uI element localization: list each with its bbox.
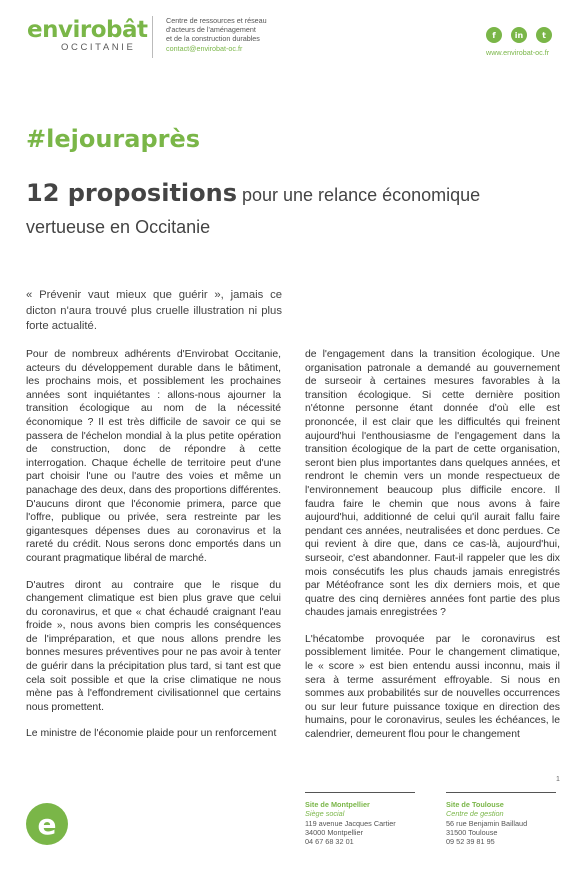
title-rest: pour une relance économique vertueuse en Occitanie: [26, 185, 481, 237]
site-rule: [446, 792, 556, 793]
page-header: [0, 0, 587, 70]
facebook-icon[interactable]: f: [486, 27, 502, 43]
website-link[interactable]: www.envirobat-oc.fr: [486, 48, 550, 57]
envirobat-logo[interactable]: [27, 17, 148, 53]
site-name: Site de Montpellier: [305, 800, 370, 809]
tagline-line: et de la construction durables: [166, 34, 260, 44]
page-title: [26, 178, 546, 244]
header-divider: [152, 16, 153, 58]
site-phone: 09 52 39 81 95: [446, 837, 495, 847]
contact-email-link[interactable]: contact@envirobat-oc.fr: [166, 43, 243, 53]
paragraph: L'hécatombe provoquée par le coronavirus est possiblement limitée. Pour le changement climatique, le « score » est bien entendu aussi inconnu, mais il sera à terme assurément effroyable. Si nous en sommes aux probabilités sur de nouvelles occurrences ou sur leur future puissance toxique en direction des humains, pour le coronavirus, seules les échéances, le calendrier, demeurent flou pour le changement: [305, 633, 560, 741]
twitter-icon[interactable]: t: [536, 27, 552, 43]
paragraph: Pour de nombreux adhérents d'Envirobat Occitanie, acteurs du développement durable dans le bâtiment, les prochains mois, et possiblement les prochaines années sont inquiétantes : allons-nous ajourner la transition écologique au nom de la nécessité économique ? Il est très difficile de savoir ce qui se passera de l'échelon mondial à la plus petite opération de construction, donc de répondre à cette interrogation. Chaque échelle de territoire peut d'une part choisir l'une ou l'autre des voies et même un panachage des deux, dans des proportions différentes. D'aucuns diront que l'économie primera, parce que l'offre, publique ou privée, sera restreinte par les gigantesques dépenses dues au coronavirus et la rareté du crédit. Nous serons donc emportés dans un courant pragmatique libéral de marché.: [26, 349, 281, 564]
header-tagline: [166, 16, 316, 53]
site-role: Siège social: [305, 809, 345, 819]
envirobat-e-badge-icon: e: [26, 803, 68, 845]
site-city: 31500 Toulouse: [446, 827, 498, 837]
site-name: Site de Toulouse: [446, 800, 504, 809]
text-column-right: [305, 348, 560, 755]
site-role: Centre de gestion: [446, 809, 504, 819]
logo-wordmark: envirobât: [27, 17, 148, 43]
lead-paragraph: « Prévenir vaut mieux que guérir », jamais ce dicton n'aura trouvé plus cruelle illustration ni plus forte actualité.: [26, 289, 282, 332]
hashtag-heading: #lejouraprès: [26, 125, 201, 153]
site-rule: [305, 792, 415, 793]
site-city: 34000 Montpellier: [305, 827, 364, 837]
site-address: 119 avenue Jacques Cartier: [305, 818, 396, 828]
paragraph: Le ministre de l'économie plaide pour un renforcement: [26, 728, 277, 740]
site-toulouse: [446, 792, 556, 846]
title-bold: 12 propositions: [26, 179, 237, 207]
paragraph: de l'engagement dans la transition écologique. Une organisation patronale a demandé au gouvernement de surseoir à certaines mesures favorables à la transition écologique. Si cette dernière position n'étonne personne étant donnée d'où elle est prononcée, il est clair que les difficultés qui freinent aujourd'hui l'enthousiasme de l'engagement dans la transition écologique de la part de cette organisation, seront bien plus importantes dans quelques années, et rendront le chemin vers un monde respectueux de l'environnement beaucoup plus difficile encore. Il faudra faire le chemin que nous avons à faire aujourd'hui, additionné de celui qu'il aurait fallu faire pendant ces années, neutralisées et donc perdues. Ce qui revient à dire que, dans ce cas-là, aujourd'hui, surseoir, c'est abandonner. Faut-il rappeler que les dix mois consécutifs les plus chauds jamais enregistrés par Météofrance sont les dix derniers mois, et que quatre des cinq dernières années font partie des plus chaudes jamais enregistrées ?: [305, 349, 560, 619]
paragraph: D'autres diront au contraire que le risque du changement climatique est bien plus grave que celui du coronavirus, et que « chat échaudé craignant l'eau froide », nous avons bien compris les conséquences de l'impréparation, et que nous allons prendre les bonnes mesures préventives pour ne pas avoir à tenter de guérir dans la précipitation plus tard, si tant est que cela soit possible et que la crise climatique ne nous mène pas à l'effondrement civilisationnel que certains nous promettent.: [26, 579, 281, 713]
logo-subtitle: OCCITANIE: [61, 42, 136, 53]
site-montpellier: [305, 792, 415, 846]
site-address: 56 rue Benjamin Baillaud: [446, 818, 528, 828]
linkedin-icon[interactable]: in: [511, 27, 527, 43]
tagline-line: Centre de ressources et réseau: [166, 16, 267, 25]
text-column-left: [26, 348, 281, 754]
page-number: 1: [556, 776, 560, 783]
tagline-line: d'acteurs de l'aménagement: [166, 25, 256, 35]
social-links: [486, 27, 552, 43]
site-phone: 04 67 68 32 01: [305, 837, 354, 847]
